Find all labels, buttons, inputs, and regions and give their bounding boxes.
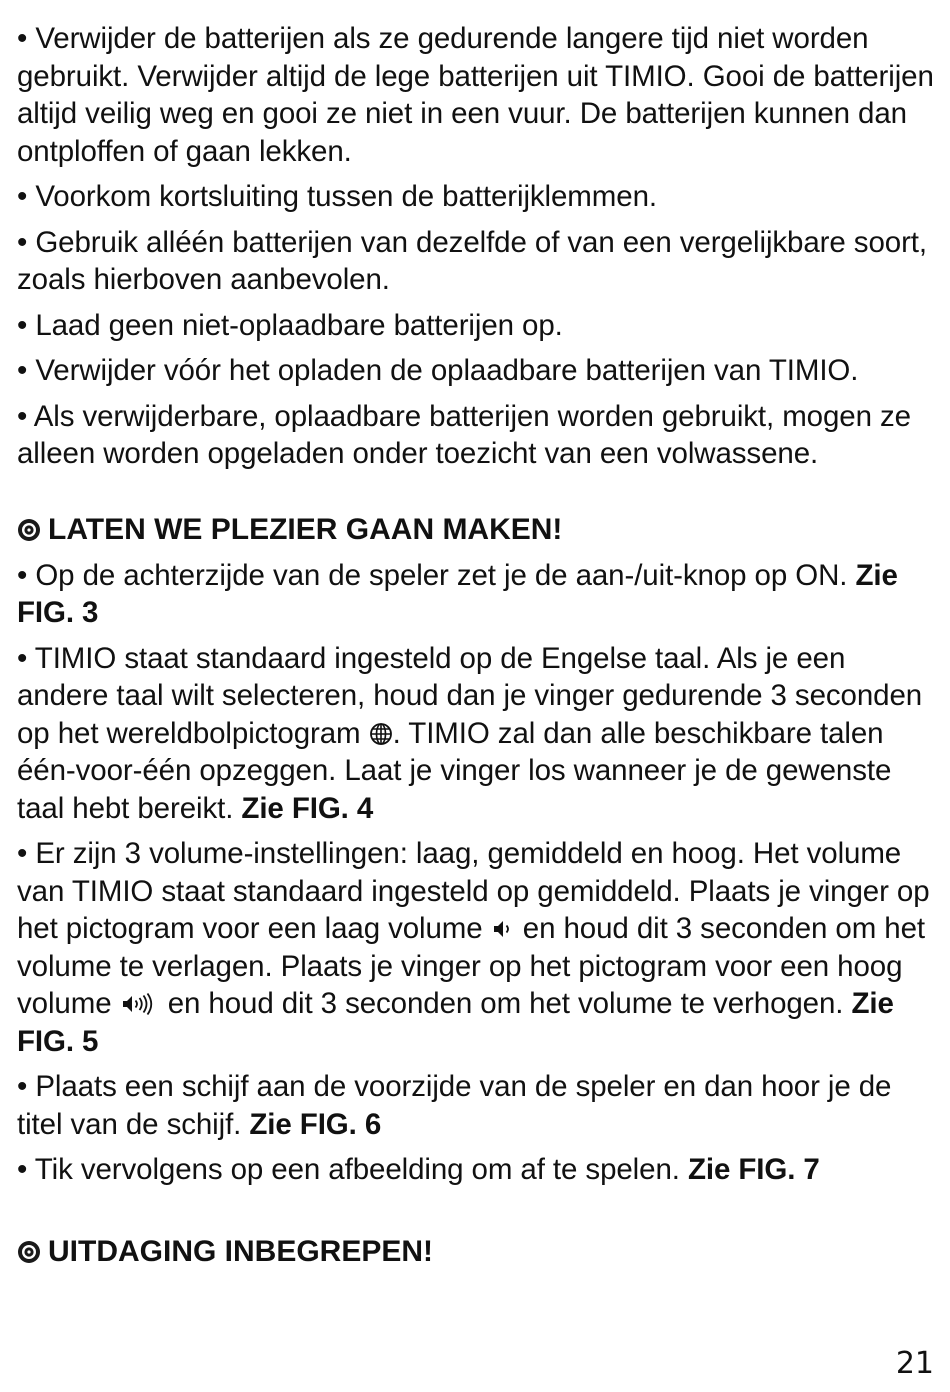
figure-reference: Zie FIG. 6 [249, 1107, 382, 1141]
bullet-no-recharge: • Laad geen niet-oplaadbare batterijen op. [17, 308, 563, 342]
section-heading-fun [17, 511, 937, 549]
figure-reference: Zie FIG. 4 [241, 791, 374, 825]
bullet-insert-disc: • Plaats een schijf aan de voorzijde van de speler en dan hoor je de titel van de schijf. Zie FIG. 6 [17, 1070, 892, 1141]
section-heading-challenge [17, 1233, 937, 1271]
spacer [17, 1197, 937, 1233]
volume-low-icon [491, 917, 515, 941]
page-number: 21 [895, 1346, 934, 1381]
bullet-short-circuit: • Voorkom kortsluiting tussen de batterijklemmen. [17, 180, 657, 213]
globe-icon [369, 722, 393, 746]
bullet-remove-before-charge: • Verwijder vóór het opladen de oplaadbare batterijen van TIMIO. [17, 354, 859, 387]
bullet-tap-image: • Tik vervolgens op een afbeelding om af te spelen. Zie FIG. 7 [17, 1153, 820, 1186]
section-heading-text: LATEN WE PLEZIER GAAN MAKEN! [48, 512, 563, 546]
bullet-same-type: • Gebruik alléén batterijen van dezelfde of van een vergelijkbare soort, zoals hierboven aanbevolen. [17, 225, 927, 296]
disc-icon [17, 1240, 41, 1264]
document-page [17, 20, 937, 1279]
figure-reference: Zie FIG. 7 [687, 1153, 820, 1186]
disc-icon [17, 518, 41, 542]
figure-reference: Zie FIG. 5 [17, 987, 894, 1058]
volume-high-icon [120, 992, 160, 1016]
spacer [17, 481, 937, 511]
bullet-volume: • Er zijn 3 volume-instellingen: laag, gemiddeld en hoog. Het volume van TIMIO staat standaard ingesteld op gemiddeld. Plaats je vinger op het pictogram voor een laag volume en houd dit 3 seconden om het volume te verlagen. Plaats je vinger op het pictogram voor een hoog volume en houd dit 3 seconden om het volume te verhogen. Zie FIG. 5 [17, 837, 930, 1058]
bullet-supervision: • Als verwijderbare, oplaadbare batterijen worden gebruikt, mogen ze alleen worden opgeladen onder toezicht van een volwassene. [17, 399, 911, 470]
figure-reference: Zie FIG. 3 [17, 558, 898, 629]
bullet-language: • TIMIO staat standaard ingesteld op de Engelse taal. Als je een andere taal wilt selecteren, houd dan je vinger gedurende 3 seconden op het wereldbolpictogram . TIMIO zal dan alle beschikbare talen één-voor-één opzeggen. Laat je vinger los wanneer je de gewenste taal hebt bereikt. Zie FIG. 4 [17, 641, 923, 825]
bullet-power-on: • Op de achterzijde van de speler zet je de aan-/uit-knop op ON. Zie FIG. 3 [17, 558, 898, 629]
bullet-remove-batteries: • Verwijder de batterijen als ze gedurende langere tijd niet worden gebruikt. Verwijder altijd de lege batterijen uit TIMIO. Gooi de batterijen altijd veilig weg en gooi ze niet in een vuur. De batterijen kunnen dan ontploffen of gaan lekken. [17, 22, 934, 168]
section-heading-text: UITDAGING INBEGREPEN! [48, 1234, 434, 1268]
